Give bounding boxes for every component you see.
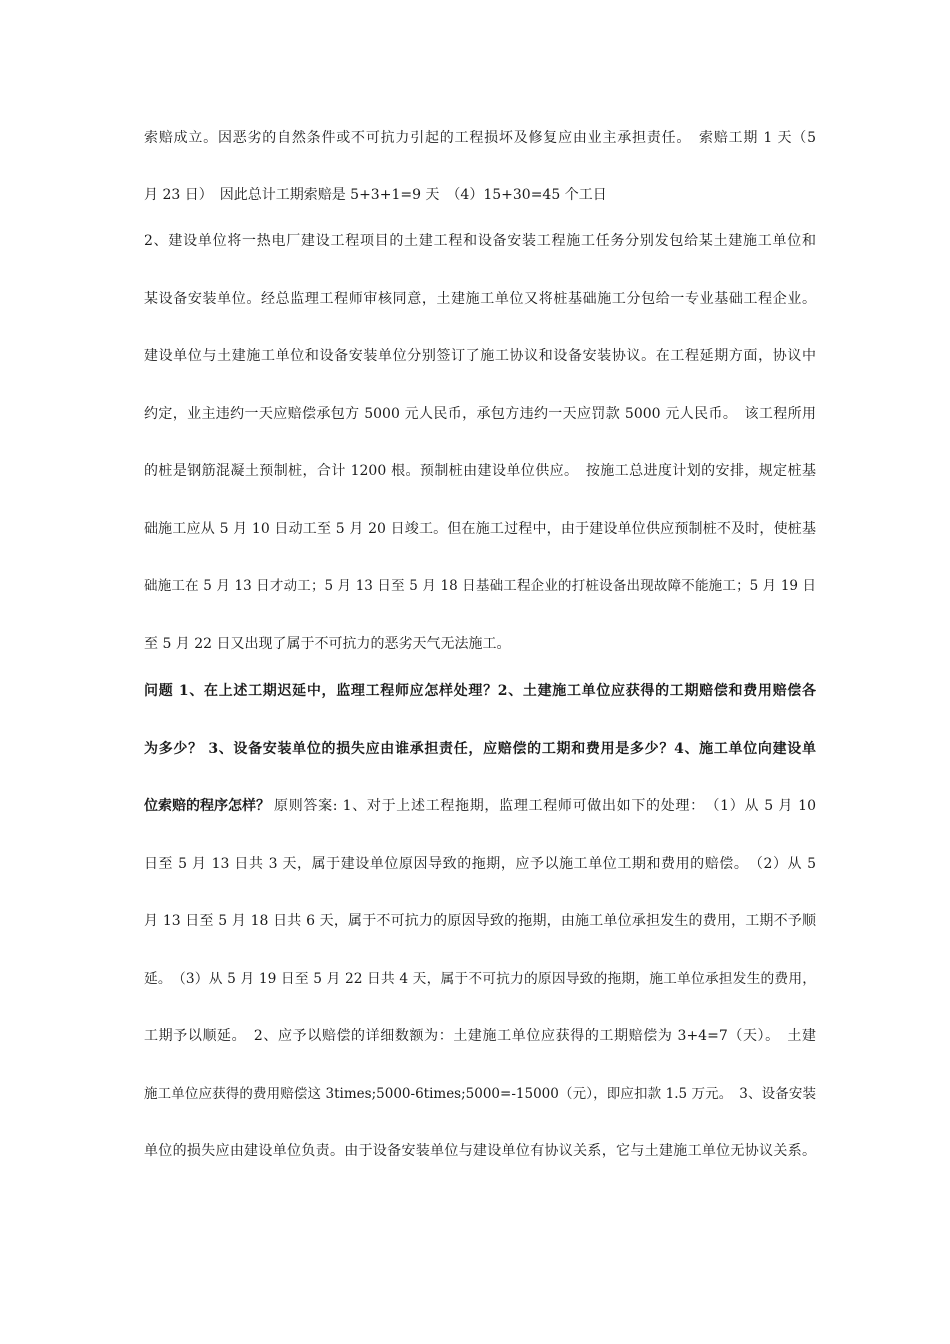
paragraph-line-2: 月 23 日） 因此总计工期索赔是 5+3+1=9 天 （4）15+30=45 个工日: [144, 187, 607, 203]
answer-line-5: 工期予以顺延。 2、应予以赔偿的详细数额为：土建施工单位应获得的工期赔偿为 3+4=7（天）。 土建: [144, 1028, 816, 1044]
question-line-3: 位索赔的程序怎样？: [144, 798, 270, 814]
paragraph-line-9: 础施工在 5 月 13 日才动工；5 月 13 日至 5 月 18 日基础工程企业的打桩设备出现故障不能施工；5 月 19 日: [144, 578, 816, 594]
answer-line-6: 施工单位应获得的费用赔偿这 3times;5000-6times;5000=-15000（元），即应扣款 1.5 万元。 3、设备安装: [144, 1086, 816, 1102]
answer-line-3: 月 13 日至 5 月 18 日共 6 天，属于不可抗力的原因导致的拖期，由施工单位承担发生的费用，工期不予顺: [144, 913, 816, 929]
paragraph-line-5: 建设单位与土建施工单位和设备安装单位分别签订了施工协议和设备安装协议。在工程延期方面，协议中: [144, 348, 816, 364]
answer-line-7: 单位的损失应由建设单位负责。由于设备安装单位与建设单位有协议关系，它与土建施工单位无协议关系。: [144, 1143, 816, 1159]
question-answer-line: [144, 796, 816, 816]
paragraph-line-7: 的桩是钢筋混凝土预制桩，合计 1200 根。预制桩由建设单位供应。 按施工总进度计划的安排，规定桩基: [144, 463, 816, 479]
paragraph-line-3: 2、建设单位将一热电厂建设工程项目的土建工程和设备安装工程施工任务分别发包给某土建施工单位和: [144, 233, 816, 249]
answer-line-1: 原则答案: 1、对于上述工程拖期，监理工程师可做出如下的处理： （1）从 5 月 10: [274, 798, 816, 814]
paragraph-line-6: 约定，业主违约一天应赔偿承包方 5000 元人民币，承包方违约一天应罚款 5000 元人民币。 该工程所用: [144, 406, 816, 422]
question-line-2: 为多少？ 3、设备安装单位的损失应由谁承担责任，应赔偿的工期和费用是多少？4、施工单位向建设单: [144, 741, 816, 757]
paragraph-line-10: 至 5 月 22 日又出现了属于不可抗力的恶劣天气无法施工。: [144, 636, 511, 652]
answer-line-4: 延。 （3）从 5 月 19 日至 5 月 22 日共 4 天，属于不可抗力的原因导致的拖期，施工单位承担发生的费用，: [144, 971, 816, 987]
paragraph-line-8: 础施工应从 5 月 10 日动工至 5 月 20 日竣工。但在施工过程中，由于建设单位供应预制桩不及时，使桩基: [144, 521, 816, 537]
paragraph-line-1: 索赔成立。因恶劣的自然条件或不可抗力引起的工程损坏及修复应由业主承担责任。 索赔工期 1 天（5: [144, 130, 816, 146]
question-line-1: 问题 1、在上述工期迟延中，监理工程师应怎样处理？2、土建施工单位应获得的工期赔偿和费用赔偿各: [144, 683, 816, 699]
answer-line-2: 日至 5 月 13 日共 3 天，属于建设单位原因导致的拖期，应予以施工单位工期和费用的赔偿。 （2）从 5: [144, 856, 816, 872]
paragraph-line-4: 某设备安装单位。经总监理工程师审核同意，土建施工单位又将桩基础施工分包给一专业基础工程企业。: [144, 291, 816, 307]
